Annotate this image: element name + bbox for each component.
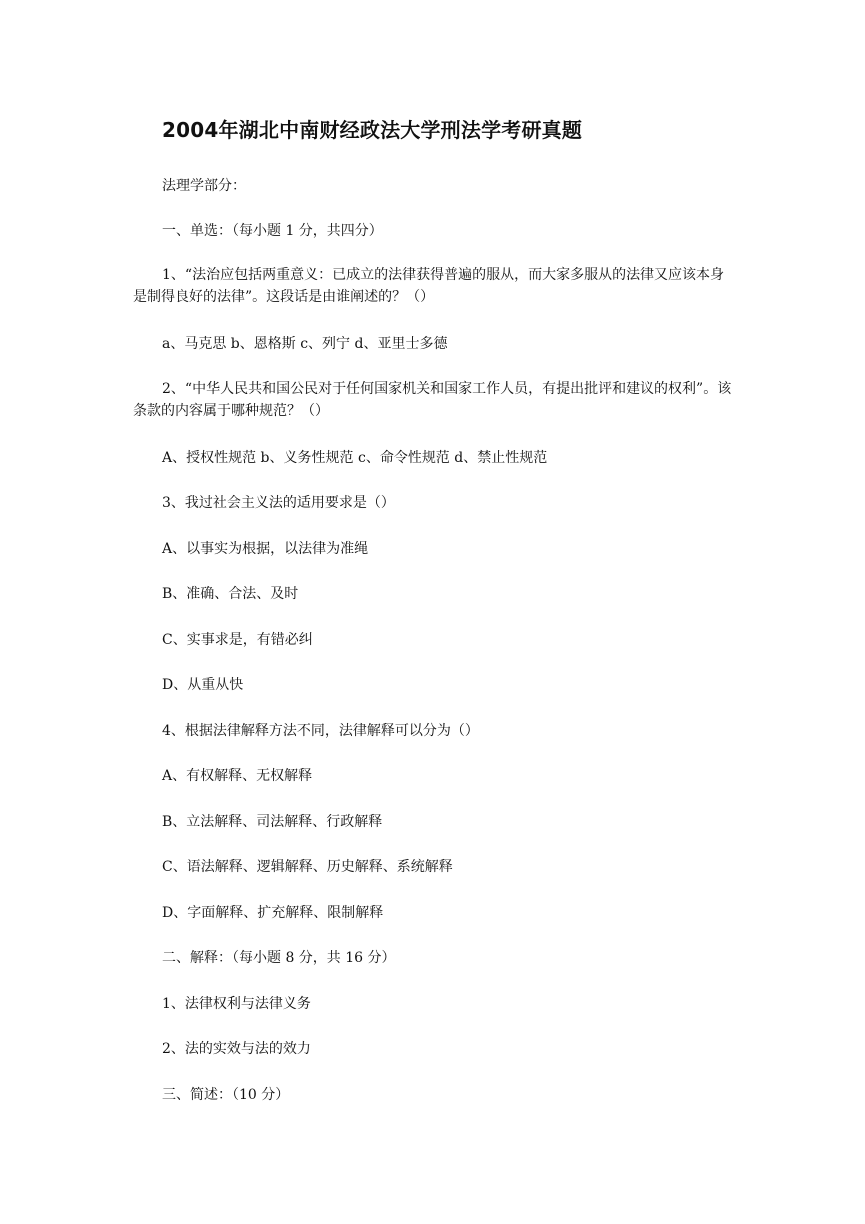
question-3-option-c: C、实事求是，有错必纠: [162, 632, 313, 648]
question-3: 3、我过社会主义法的适用要求是（）: [162, 495, 395, 511]
section-heading-explanation: 二、解释：（每小题 8 分，共 16 分）: [162, 950, 396, 966]
question-2: 2、“中华人民共和国公民对于任何国家机关和国家工作人员，有提出批评和建议的权利”。该条款的内容属于哪种规范？（）: [133, 381, 732, 419]
question-3-option-b: B、准确、合法、及时: [162, 586, 299, 602]
question-1: 1、“法治应包括两重意义：已成立的法律获得普遍的服从，而大家多服从的法律又应该本身是制得良好的法律”。这段话是由谁阐述的？（）: [133, 267, 725, 305]
question-3-option-d: D、从重从快: [162, 677, 244, 693]
question-4-option-b: B、立法解释、司法解释、行政解释: [162, 814, 383, 830]
question-4: 4、根据法律解释方法不同，法律解释可以分为（）: [162, 723, 479, 739]
question-2-options: A、授权性规范 b、义务性规范 c、命令性规范 d、禁止性规范: [162, 450, 548, 466]
section-label-jurisprudence: 法理学部分：: [162, 178, 246, 194]
explanation-item-1: 1、法律权利与法律义务: [162, 996, 311, 1012]
section-heading-short-answer: 三、简述：（10 分）: [162, 1087, 290, 1103]
question-3-option-a: A、以事实为根据，以法律为准绳: [162, 541, 369, 557]
question-4-option-d: D、字面解释、扩充解释、限制解释: [162, 905, 384, 921]
question-1-options: a、马克思 b、恩格斯 c、列宁 d、亚里士多德: [162, 336, 448, 352]
section-heading-single-choice: 一、单选：（每小题 1 分，共四分）: [162, 223, 383, 239]
question-4-option-c: C、语法解释、逻辑解释、历史解释、系统解释: [162, 859, 453, 875]
question-4-option-a: A、有权解释、无权解释: [162, 768, 313, 784]
explanation-item-2: 2、法的实效与法的效力: [162, 1041, 311, 1057]
document-title: 2004年湖北中南财经政法大学刑法学考研真题: [162, 118, 583, 142]
